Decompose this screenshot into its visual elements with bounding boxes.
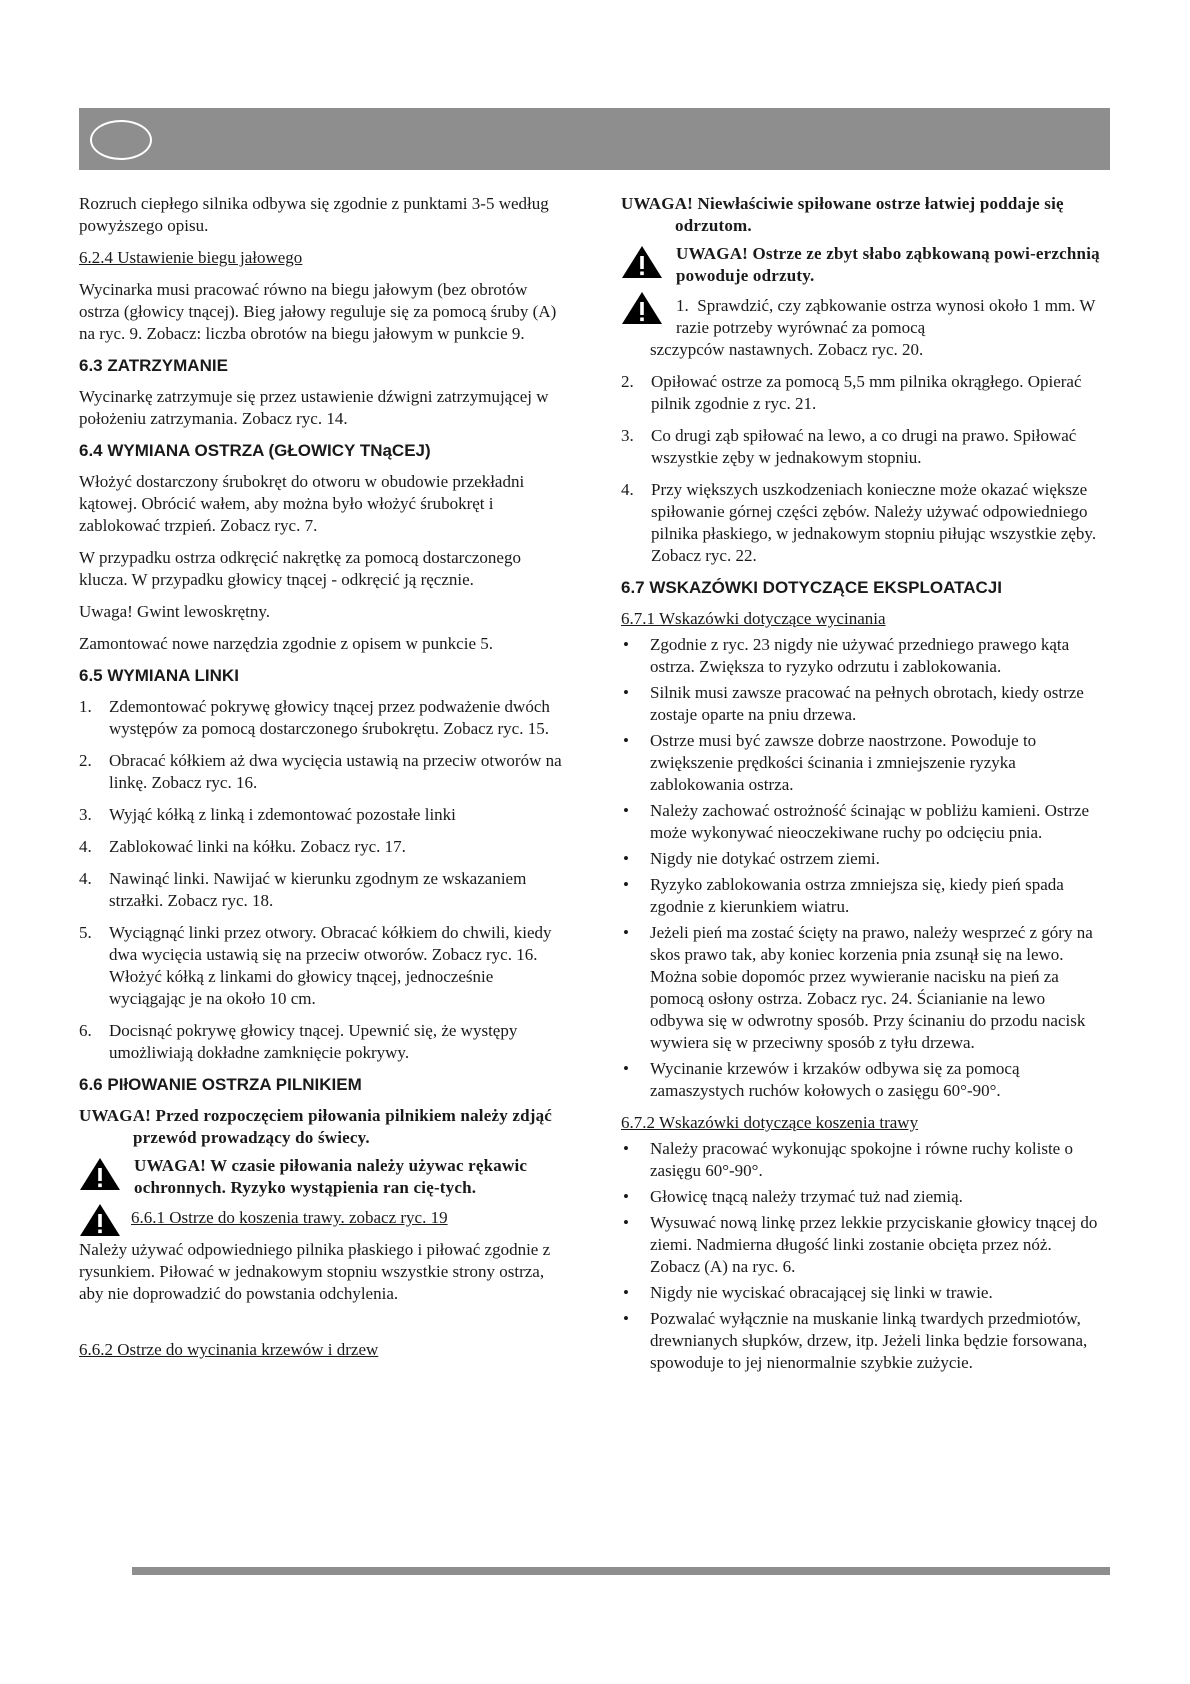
paragraph: Rozruch ciepłego silnika odbywa się zgodnie z punktami 3-5 według powyższego opisu. (79, 194, 549, 235)
list-item: • Zgodnie z ryc. 23 nigdy nie używać przedniego prawego kąta ostrza. Zwiększa to ryzyko odrzutu i zablokowania. (621, 634, 1103, 678)
subsection-heading: 6.6.1 Ostrze do koszenia trawy. zobacz ryc. 19 (131, 1208, 448, 1227)
list-item: • Ryzyko zablokowania ostrza zmniejsza się, kiedy pień spada zgodnie z kierunkiem wiatru. (621, 874, 1103, 918)
list-item: 2. Opiłować ostrze za pomocą 5,5 mm pilnika okrągłego. Opierać pilnik zgodnie z ryc. 21. (621, 372, 1082, 413)
warning-block (79, 1155, 563, 1199)
warning-block (621, 243, 1103, 339)
numbered-list (621, 371, 1103, 567)
list-item: 5. Wyciągnąć linki przez otwory. Obracać kółkiem do chwili, kiedy dwa wycięcia ustawią się na przeciw otworów. Zobacz ryc. 16. Włożyć kółką z linkami do głowicy tnącej, jednocześnie wyciągając je na około 10 cm. (79, 923, 552, 1008)
list-item: • Jeżeli pień ma zostać ścięty na prawo, należy wesprzeć z góry na skos prawo tak, aby koniec korzenia pnia zsunął się na lewo. Można sobie dopomóc przez wywieranie nacisku na pień za pomocą osłony ostrza. Zobacz ryc. 24. Ścianianie na lewo odbywa się w odwrotny sposób. Przy ścinaniu do przodu nacisk wywiera się w przeciwny sposób z tyłu drzewa. (621, 922, 1103, 1054)
list-item-continuation: szczypców nastawnych. Zobacz ryc. 20. (650, 340, 924, 359)
list-item: 4. Nawinąć linki. Nawijać w kierunku zgodnym ze wskazaniem strzałki. Zobacz ryc. 18. (79, 869, 527, 910)
paragraph: Zamontować nowe narzędzia zgodnie z opisem w punkcie 5. (79, 634, 493, 653)
list-item: 6. Docisnąć pokrywę głowicy tnącej. Upewnić się, że występy umożliwiają dokładne zamknięcie pokrywy. (79, 1021, 518, 1062)
subsection-heading: 6.6.2 Ostrze do wycinania krzewów i drzew (79, 1340, 379, 1359)
paragraph: Wycinarka musi pracować równo na biegu jałowym (bez obrotów ostrza (głowicy tnącej). Bieg jałowy reguluje się za pomocą śruby (A) na ryc. 9. Zobacz: liczba obrotów na biegu jałowym w punkcie 9. (79, 280, 557, 343)
list-item: • Nigdy nie dotykać ostrzem ziemi. (621, 848, 1103, 870)
list-item: 3. Co drugi ząb spiłować na lewo, a co drugi na prawo. Spiłować wszystkie zęby w jednakowym stopniu. (621, 426, 1077, 467)
list-item: 1. Sprawdzić, czy ząbkowanie ostrza wynosi około 1 mm. W razie potrzeby wyrównać za pomocą (676, 296, 1096, 337)
list-item: • Pozwalać wyłącznie na muskanie linką twardych przedmiotów, drewnianych słupków, drzew, itp. Jeżeli linka będzie forsowana, spowoduje to jej nienormalnie szybkie zużycie. (621, 1308, 1103, 1374)
warning-triangle-icon (621, 291, 663, 325)
list-item: • Należy pracować wykonując spokojne i równe ruchy koliste o zasięgu 60°-90°. (621, 1138, 1103, 1182)
bullet-list (621, 1138, 1103, 1374)
list-item: • Wycinanie krzewów i krzaków odbywa się za pomocą zamaszystych ruchów kołowych o zasięgu 60°-90°. (621, 1058, 1103, 1102)
section-heading: 6.5 WYMIANA LINKI (79, 666, 239, 685)
list-item: 4. Zablokować linki na kółku. Zobacz ryc. 17. (79, 837, 406, 856)
list-item: • Silnik musi zawsze pracować na pełnych obrotach, kiedy ostrze zostaje oparte na pniu drzewa. (621, 682, 1103, 726)
footer-bar (132, 1567, 1110, 1575)
section-heading: 6.3 ZATRZYMANIE (79, 356, 228, 375)
list-item: 3. Wyjąć kółką z linką i zdemontować pozostałe linki (79, 805, 456, 824)
section-heading: 6.4 WYMIANA OSTRZA (GŁOWICY TNąCEJ) (79, 441, 431, 460)
list-item: 2. Obracać kółkiem aż dwa wycięcia ustawią na przeciw otworów na linkę. Zobacz ryc. 16. (79, 751, 562, 792)
warning-text: UWAGA! Niewłaściwie spiłowane ostrze łatwiej poddaje się odrzutom. (621, 194, 1064, 235)
list-item: • Nigdy nie wyciskać obracającej się linki w trawie. (621, 1282, 1103, 1304)
list-item: 1. Zdemontować pokrywę głowicy tnącej przez podważenie dwóch występów za pomocą dostarczonego śrubokrętu. Zobacz ryc. 15. (79, 697, 550, 738)
warning-triangle-icon (621, 245, 663, 279)
paragraph: Należy używać odpowiedniego pilnika płaskiego i piłować zgodnie z rysunkiem. Piłować w jednakowym stopniu wszystkie strony ostrza, aby nie doprowadzić do powstania odchylenia. (79, 1240, 551, 1303)
list-item: • Wysuwać nową linkę przez lekkie przyciskanie głowicy tnącej do ziemi. Nadmierna długość linki zostanie obcięta przez nóż. Zobacz (A) na ryc. 6. (621, 1212, 1103, 1278)
right-column (621, 193, 1103, 1378)
section-heading: 6.7 WSKAZÓWKI DOTYCZĄCE EKSPLOATACJI (621, 578, 1002, 597)
section-heading: 6.6 PIłOWANIE OSTRZA PILNIKIEM (79, 1075, 362, 1094)
paragraph: W przypadku ostrza odkręcić nakrętkę za pomocą dostarczonego klucza. W przypadku głowicy tnącej - odkręcić ją ręcznie. (79, 548, 521, 589)
header-bar (79, 108, 1110, 170)
subsection-heading: 6.7.2 Wskazówki dotyczące koszenia trawy (621, 1113, 919, 1132)
list-item: • Głowicę tnącą należy trzymać tuż nad ziemią. (621, 1186, 1103, 1208)
paragraph: Włożyć dostarczony śrubokręt do otworu w obudowie przekładni kątowej. Obrócić wałem, aby można było włożyć śrubokręt i zablokować trzpień. Zobacz ryc. 7. (79, 472, 525, 535)
numbered-list (79, 696, 563, 1064)
list-item: • Należy zachować ostrożność ścinając w pobliżu kamieni. Ostrze może wykonywać nieoczekiwane ruchy po odcięciu pnia. (621, 800, 1103, 844)
paragraph: Wycinarkę zatrzymuje się przez ustawienie dźwigni zatrzymującej w położeniu zatrzymania. Zobacz ryc. 14. (79, 387, 549, 428)
warning-text: UWAGA! Ostrze ze zbyt słabo ząbkowaną powi-erzchnią powoduje odrzuty. (676, 244, 1100, 285)
bullet-list (621, 634, 1103, 1102)
subsection-heading: 6.7.1 Wskazówki dotyczące wycinania (621, 609, 886, 628)
warning-triangle-icon (79, 1157, 121, 1191)
warning-text: UWAGA! Przed rozpoczęciem piłowania pilnikiem należy zdjąć przewód prowadzący do świecy. (79, 1106, 553, 1147)
warning-triangle-icon (79, 1203, 121, 1237)
language-badge-oval (90, 120, 152, 160)
subsection-heading: 6.2.4 Ustawienie biegu jałowego (79, 248, 303, 267)
list-item: • Ostrze musi być zawsze dobrze naostrzone. Powoduje to zwiększenie prędkości ścinania i zmniejszenie ryzyka zablokowania ostrza. (621, 730, 1103, 796)
warning-text: UWAGA! W czasie piłowania należy używac rękawic ochronnych. Ryzyko wystąpienia ran cię-tych. (134, 1156, 528, 1197)
left-column (79, 193, 563, 1371)
paragraph: Uwaga! Gwint lewoskrętny. (79, 602, 271, 621)
list-item: 4. Przy większych uszkodzeniach konieczne może okazać większe spiłowanie górnej części zębów. Należy używać odpowiedniego pilnika płaskiego, w jednakowym stopniu piłując wszystkie zęby. Zobacz ryc. 22. (621, 480, 1097, 565)
